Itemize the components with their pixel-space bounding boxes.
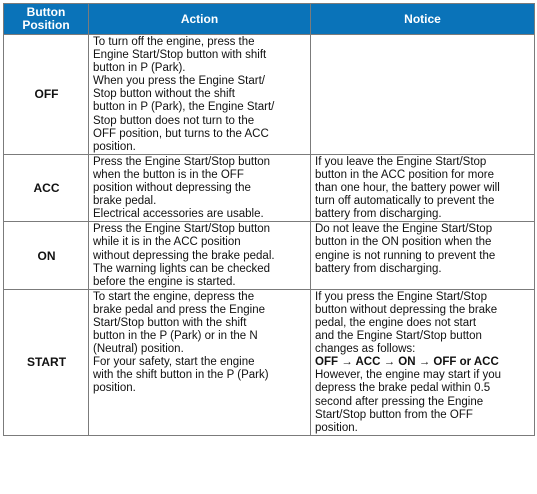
position-cell: OFF xyxy=(4,35,89,155)
action-line: position. xyxy=(93,382,136,395)
button-position-table-container xyxy=(3,3,534,436)
action-cell xyxy=(89,289,311,435)
notice-line: If you press the Engine Start/Stop xyxy=(315,290,487,303)
table-row-start xyxy=(4,289,535,435)
notice-line: position. xyxy=(315,421,358,434)
notice-cell xyxy=(311,289,535,435)
notice-line: changes as follows: xyxy=(315,343,416,356)
action-line: For your safety, start the engine xyxy=(93,356,255,369)
action-line: when the button is in the OFF xyxy=(93,168,244,181)
button-position-table xyxy=(3,3,535,436)
notice-line: battery from discharging. xyxy=(315,262,442,275)
notice-line: button in the ON position when the xyxy=(315,236,492,249)
notice-line: than one hour, the battery power will xyxy=(315,182,500,195)
action-line: before the engine is started. xyxy=(93,275,236,288)
action-line: position. xyxy=(93,140,136,153)
action-line: When you press the Engine Start/ xyxy=(93,75,265,88)
notice-line: pedal, the engine does not start xyxy=(315,316,477,329)
table-row-off xyxy=(4,35,535,155)
action-line: brake pedal and press the Engine xyxy=(93,303,265,316)
notice-line: turn off automatically to prevent the xyxy=(315,195,495,208)
action-line: Stop button without the shift xyxy=(93,88,235,101)
action-line: OFF position, but turns to the ACC xyxy=(93,127,269,140)
notice-cell xyxy=(311,222,535,289)
notice-line: battery from discharging. xyxy=(315,208,442,221)
notice-line: button without depressing the brake xyxy=(315,303,498,316)
position-cell: ON xyxy=(4,222,89,289)
action-cell xyxy=(89,154,311,221)
action-line: with the shift button in the P (Park) xyxy=(93,369,269,382)
action-line: brake pedal. xyxy=(93,195,157,208)
position-cell: ACC xyxy=(4,154,89,221)
action-line: button in P (Park). xyxy=(93,62,186,75)
table-row-on xyxy=(4,222,535,289)
notice-cell xyxy=(311,154,535,221)
notice-line: Start/Stop button from the OFF xyxy=(315,408,473,421)
action-line: Stop button does not turn to the xyxy=(93,114,255,127)
action-line: Electrical accessories are usable. xyxy=(93,208,264,221)
notice-line: depress the brake pedal within 0.5 xyxy=(315,382,491,395)
action-line: without depressing the brake pedal. xyxy=(93,249,275,262)
notice-line: second after pressing the Engine xyxy=(315,395,484,408)
action-line: (Neutral) position. xyxy=(93,343,184,356)
notice-line: button in the ACC position for more xyxy=(315,168,494,181)
header-notice: Notice xyxy=(311,4,535,35)
action-line: position without depressing the xyxy=(93,182,251,195)
action-line: while it is in the ACC position xyxy=(93,236,241,249)
action-line: To turn off the engine, press the xyxy=(93,36,255,48)
action-line: Press the Engine Start/Stop button xyxy=(93,223,271,236)
action-cell xyxy=(89,35,311,155)
action-line: button in P (Park), the Engine Start/ xyxy=(93,101,275,114)
table-header-row xyxy=(4,4,535,35)
notice-line: and the Engine Start/Stop button xyxy=(315,330,482,343)
notice-line: Do not leave the Engine Start/Stop xyxy=(315,223,493,236)
header-action: Action xyxy=(89,4,311,35)
action-line: button in the P (Park) or in the N xyxy=(93,330,258,343)
action-line: Start/Stop button with the shift xyxy=(93,316,247,329)
action-line: Press the Engine Start/Stop button xyxy=(93,155,271,168)
action-cell xyxy=(89,222,311,289)
position-cell: START xyxy=(4,289,89,435)
notice-line: engine is not running to prevent the xyxy=(315,249,496,262)
button-sequence-text: OFF → ACC → ON → OFF or ACC xyxy=(315,356,499,369)
notice-cell xyxy=(311,35,535,155)
notice-line: However, the engine may start if you xyxy=(315,369,502,382)
action-line: To start the engine, depress the xyxy=(93,290,255,303)
action-line: The warning lights can be checked xyxy=(93,262,271,275)
notice-line: If you leave the Engine Start/Stop xyxy=(315,155,487,168)
header-button-position: Button Position xyxy=(4,4,89,35)
table-row-acc xyxy=(4,154,535,221)
action-line: Engine Start/Stop button with shift xyxy=(93,49,267,62)
